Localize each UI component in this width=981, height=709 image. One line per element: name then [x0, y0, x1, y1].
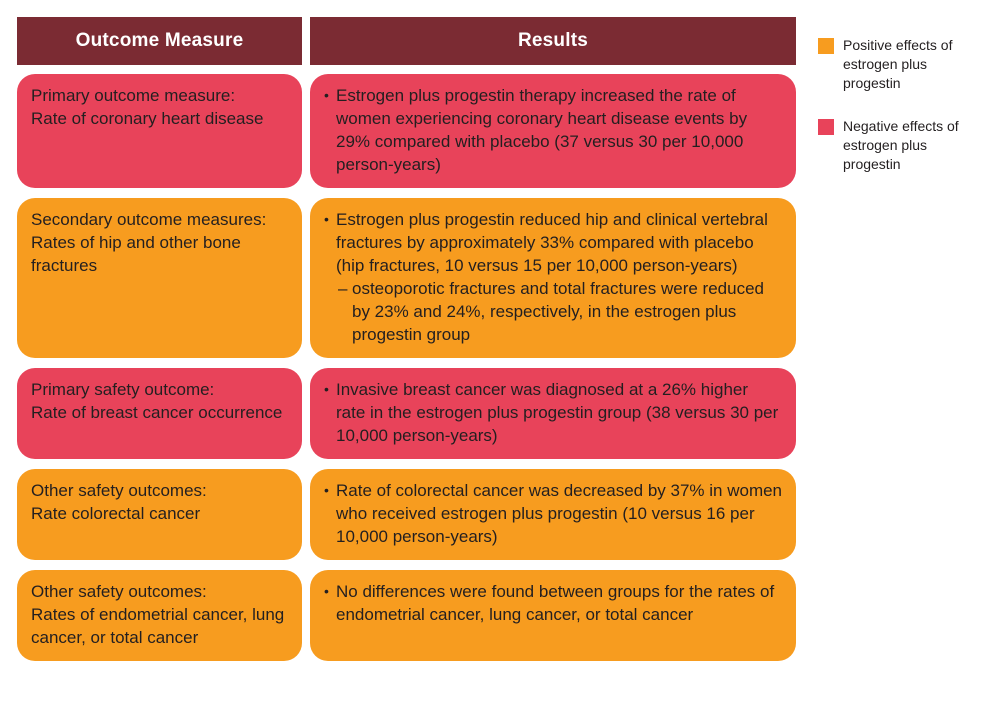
table-row [17, 368, 796, 459]
results-cell [310, 570, 796, 661]
outcome-text-line: Other safety outcomes: [31, 481, 207, 500]
column-header-results: Results [310, 17, 796, 65]
outcome-measure-cell [17, 368, 302, 459]
legend-label: Negative effects of estrogen plus progestin [843, 118, 959, 172]
legend-label: Positive effects of estrogen plus progestin [843, 37, 953, 91]
result-sub-item [324, 277, 782, 346]
outcome-text-line: Other safety outcomes: [31, 582, 207, 601]
dash-icon: – [338, 279, 348, 298]
results-cell [310, 469, 796, 560]
result-bullet-item [324, 479, 782, 548]
results-cell [310, 198, 796, 358]
outcomes-table [17, 17, 796, 661]
result-bullet-item [324, 84, 782, 176]
outcome-measure-cell [17, 74, 302, 188]
outcome-text-line: Secondary outcome measures: [31, 210, 267, 229]
bullet-icon: • [324, 211, 329, 227]
table-row [17, 74, 796, 188]
outcome-text-line: Rate of breast cancer occurrence [31, 403, 283, 422]
outcome-text-line: Rates of endometrial cancer, lung cancer, or total cancer [31, 605, 285, 647]
table-row [17, 469, 796, 560]
outcome-measure-cell [17, 570, 302, 661]
outcome-text-line: Rate of coronary heart disease [31, 109, 264, 128]
legend-item [818, 117, 976, 174]
outcome-measure-cell [17, 198, 302, 358]
outcome-text-line: Rate colorectal cancer [31, 504, 201, 523]
results-cell [310, 74, 796, 188]
results-cell [310, 368, 796, 459]
result-bullet-item [324, 580, 782, 626]
legend-item [818, 36, 976, 93]
result-bullet-item [324, 208, 782, 277]
bullet-icon: • [324, 381, 329, 397]
result-text: Invasive breast cancer was diagnosed at a 26% higher rate in the estrogen plus progestin group (38 versus 30 per 10,000 person-years) [336, 380, 779, 445]
column-header-outcome-measure: Outcome Measure [17, 17, 302, 65]
table-header-row [17, 17, 796, 65]
result-bullet-item [324, 378, 782, 447]
bullet-icon: • [324, 583, 329, 599]
result-text: No differences were found between groups for the rates of endometrial cancer, lung cancer, or total cancer [336, 582, 775, 624]
bullet-icon: • [324, 482, 329, 498]
outcome-text-line: Rates of hip and other bone fractures [31, 233, 241, 275]
bullet-icon: • [324, 87, 329, 103]
result-text: Estrogen plus progestin therapy increased the rate of women experiencing coronary heart disease events by 29% compared with placebo (37 versus 30 per 10,000 person-years) [336, 86, 748, 174]
legend [818, 36, 976, 174]
outcome-text-line: Primary outcome measure: [31, 86, 236, 105]
outcome-measure-cell [17, 469, 302, 560]
positive-effects-swatch-icon [818, 38, 834, 54]
table-row [17, 570, 796, 661]
result-text: osteoporotic fractures and total fractures were reduced by 23% and 24%, respectively, in the estrogen plus progestin group [352, 279, 764, 344]
table-row [17, 198, 796, 358]
negative-effects-swatch-icon [818, 119, 834, 135]
table-body [17, 74, 796, 661]
result-text: Estrogen plus progestin reduced hip and clinical vertebral fractures by approximately 33% compared with placebo (hip fractures, 10 versus 15 per 10,000 person-years) [336, 210, 768, 275]
outcome-text-line: Primary safety outcome: [31, 380, 215, 399]
result-text: Rate of colorectal cancer was decreased by 37% in women who received estrogen plus progestin (10 versus 16 per 10,000 person-years) [336, 481, 783, 546]
